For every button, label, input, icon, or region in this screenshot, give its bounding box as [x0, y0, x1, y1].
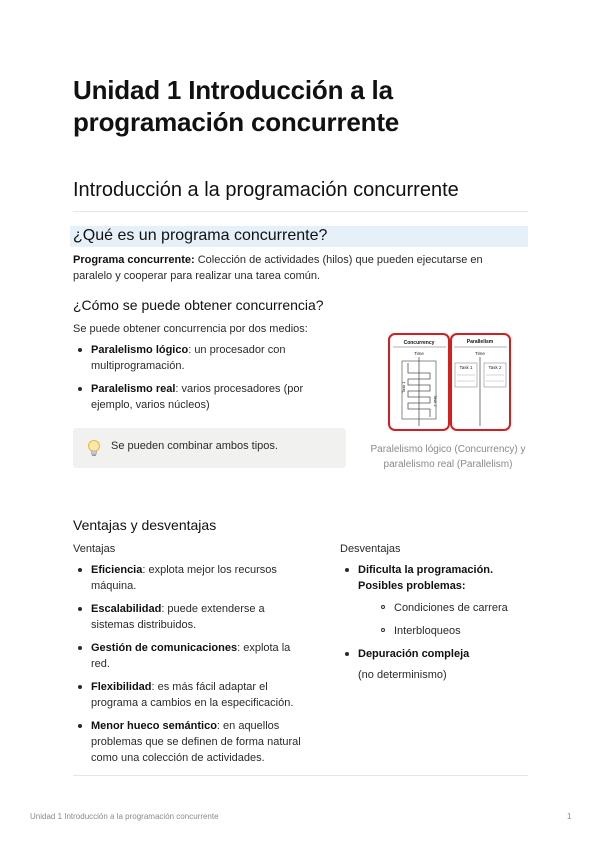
list-item: Eficiencia: explota mejor los recursos máquina. [73, 562, 313, 594]
figure-caption: Paralelismo lógico (Concurrency) y paralelismo real (Parallelism) [370, 444, 526, 470]
sub-list-item: Condiciones de carrera [376, 600, 508, 616]
heading-what-is: ¿Qué es un programa concurrente? [73, 227, 328, 244]
list-item: Flexibilidad: es más fácil adaptar el programa a cambios en la especificación. [73, 679, 313, 711]
divider [73, 211, 528, 212]
list-item: Depuración compleja (no determinismo) [340, 646, 530, 683]
document-title: Unidad 1 Introducción a la programación concurrente [73, 75, 400, 137]
heading-how: ¿Cómo se puede obtener concurrencia? [73, 297, 324, 313]
callout-text: Se pueden combinar ambos tipos. [111, 440, 278, 452]
page-number: 1 [567, 812, 572, 821]
definition-text: Colección de actividades (hilos) que pueden ejecutarse en paralelo y cooperar para realizar una tarea común. [73, 254, 483, 282]
figure-par-task1: Task 1 [459, 365, 473, 370]
ventajas-column [73, 542, 323, 773]
list-item: Dificulta la programación. Posibles problemas: Condiciones de carrera Interbloqueos [340, 562, 508, 639]
desventajas-column [340, 542, 530, 690]
figure-time-label: Time [475, 351, 485, 356]
figure-left-title: Concurrency [403, 340, 435, 346]
figure-task2: Task 2 [433, 395, 438, 407]
desventajas-label: Desventajas [340, 543, 401, 555]
list-item: Menor hueco semántico: en aquellos problemas que se definen de forma natural como una colección de actividades. [73, 718, 313, 766]
definition-paragraph [73, 252, 523, 284]
section-title: Introducción a la programación concurrente [73, 179, 459, 201]
lightbulb-icon [85, 439, 103, 459]
figure-par-task2: Task 2 [488, 365, 502, 370]
figure-task1: Task 1 [401, 381, 406, 393]
desventaja-note: (no determinismo) [358, 669, 447, 681]
heading-pros-cons: Ventajas y desventajas [73, 517, 217, 533]
sub-list-item: Interbloqueos [376, 623, 508, 639]
list-item: Escalabilidad: puede extenderse a sistemas distribuidos. [73, 601, 281, 633]
divider [73, 775, 528, 776]
ventajas-label: Ventajas [73, 543, 116, 555]
list-item: Paralelismo real: varios procesadores (por ejemplo, varios núcleos) [73, 381, 313, 413]
list-item: Gestión de comunicaciones: explota la red. [73, 640, 311, 672]
figure-right-title: Parallelism [466, 339, 494, 345]
list-item: Paralelismo lógico: un procesador con multiprogramación. [73, 342, 313, 374]
definition-term: Programa concurrente: [73, 254, 195, 266]
figure-time-label: Time [414, 351, 424, 356]
how-intro: Se puede obtener concurrencia por dos medios: [73, 323, 308, 335]
concurrency-parallelism-figure [388, 333, 511, 431]
parallelism-list [73, 342, 313, 420]
page-footer: Unidad 1 Introducción a la programación concurrente [30, 812, 219, 821]
callout [73, 428, 346, 468]
